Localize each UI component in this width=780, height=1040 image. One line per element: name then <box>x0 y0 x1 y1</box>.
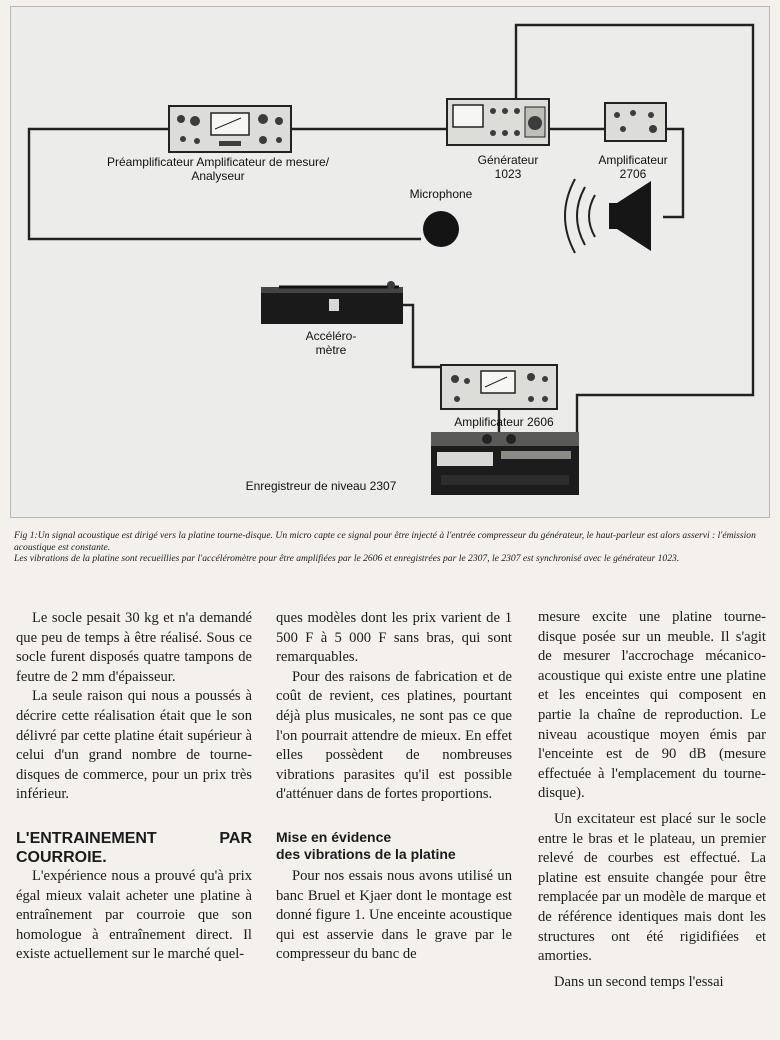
generator-label: Générateur 1023 <box>477 153 539 181</box>
caption-line-2: Les vibrations de la platine sont recueillies par l'accéléromètre pour être amplifiées par le 2606 et enregistrées par le 2307, le 2307 est synchronisé avec le générateur 1023. <box>14 553 680 564</box>
microphone-icon <box>423 211 459 247</box>
figure-1 <box>10 6 770 518</box>
col2-paragraph-1: ques modèles dont les prix varient de 1 500 F à 5 000 F sans bras, qui sont remarquables. <box>276 610 512 666</box>
microphone-label: Microphone <box>409 187 473 201</box>
section-heading-vibrations: Mise en évidence des vibrations de la platine <box>276 828 456 862</box>
recorder-label: Enregistreur de niveau 2307 <box>245 479 397 493</box>
generator-device <box>447 99 549 145</box>
col3-paragraph-2: Un excitateur est placé sur le socle entre le bras et le plateau, un premier relevé de courbes est effectué. La platine est ensuite changée pour être remplacée par un modèle de marque et de référence identiques mais dont les structures ont été rigidifiées et amorties. <box>538 810 766 965</box>
text-column-1 <box>16 609 252 965</box>
preamp-label-line1: Préamplificateur Amplificateur de mesure/ <box>106 155 330 169</box>
amplifier-2706-device <box>605 103 666 141</box>
measurement-setup-diagram <box>11 7 769 517</box>
col2-paragraph-3: Pour nos essais nous avons utilisé un banc Bruel et Kjaer dont le montage est donné figure 1. Une enceinte acoustique qui est asservie dans le grave par le compresseur du banc de <box>276 867 512 963</box>
col1-paragraph-2: La seule raison qui nous a poussés à décrire cette réalisation était que le son délivré par cette platine était supérieur à celui d'un grand nombre de tourne-disques de commerce, pour un prix très inférieur. <box>16 688 252 803</box>
preamplifier-device <box>169 106 291 152</box>
loudspeaker-icon <box>565 179 651 253</box>
section-heading-courroie: L'ENTRAINEMENT PAR COURROIE. <box>16 829 252 866</box>
col3-paragraph-3: Dans un second temps l'essai <box>554 973 724 990</box>
level-recorder-device <box>431 432 579 495</box>
amp2606-label: Amplificateur 2606 <box>454 415 554 429</box>
col1-paragraph-1: Le socle pesait 30 kg et n'a demandé que peu de temps à être réalisé. Sous ce socle furent disposés quatre tampons de feutre de 2 mm d'épaisseur. <box>16 610 252 685</box>
preamp-label <box>73 155 363 183</box>
col3-paragraph-1: mesure excite une platine tourne-disque posée sur un meuble. Il s'agit de mesurer l'accrochage mécanico-acoustique qui existe entre une platine et les enceintes qui composent en partie la chaîne de reproduction. Le niveau acoustique moyen émis par l'enceinte est de 90 dB (mesure effectuée à l'emplacement du tourne-disque). <box>538 609 766 802</box>
preamp-label-line2: Analyseur <box>191 169 245 183</box>
col2-paragraph-2: Pour des raisons de fabrication et de coût de revient, ces platines, pourtant déjà plus musicales, ne sont pas ce que l'on pourrait attendre de mieux. En effet elles possèdent de nombreuses vibrations parasites qu'il est possible d'atténuer dans de fortes proportions. <box>276 668 512 803</box>
figure-caption <box>14 530 770 565</box>
turntable-device <box>261 281 403 324</box>
accelerometer-label: Accéléro- mètre <box>305 329 357 357</box>
col1-paragraph-3: L'expérience nous a prouvé qu'à prix égal mieux valait acheter une platine à entraînement par courroie que son homologue à entraînement direct. Il existe actuellement sur le marché quel- <box>16 867 252 963</box>
text-column-2 <box>276 609 512 965</box>
text-column-3 <box>538 608 766 992</box>
caption-line-1: Fig 1:Un signal acoustique est dirigé vers la platine tourne-disque. Un micro capte ce signal pour être injecté à l'entrée compresseur du générateur, le haut-parleur est alors asservi : l'émission acoustique est constante. <box>14 530 756 553</box>
amplifier-2606-device <box>441 365 557 409</box>
amp2706-label: Amplificateur 2706 <box>598 153 668 181</box>
